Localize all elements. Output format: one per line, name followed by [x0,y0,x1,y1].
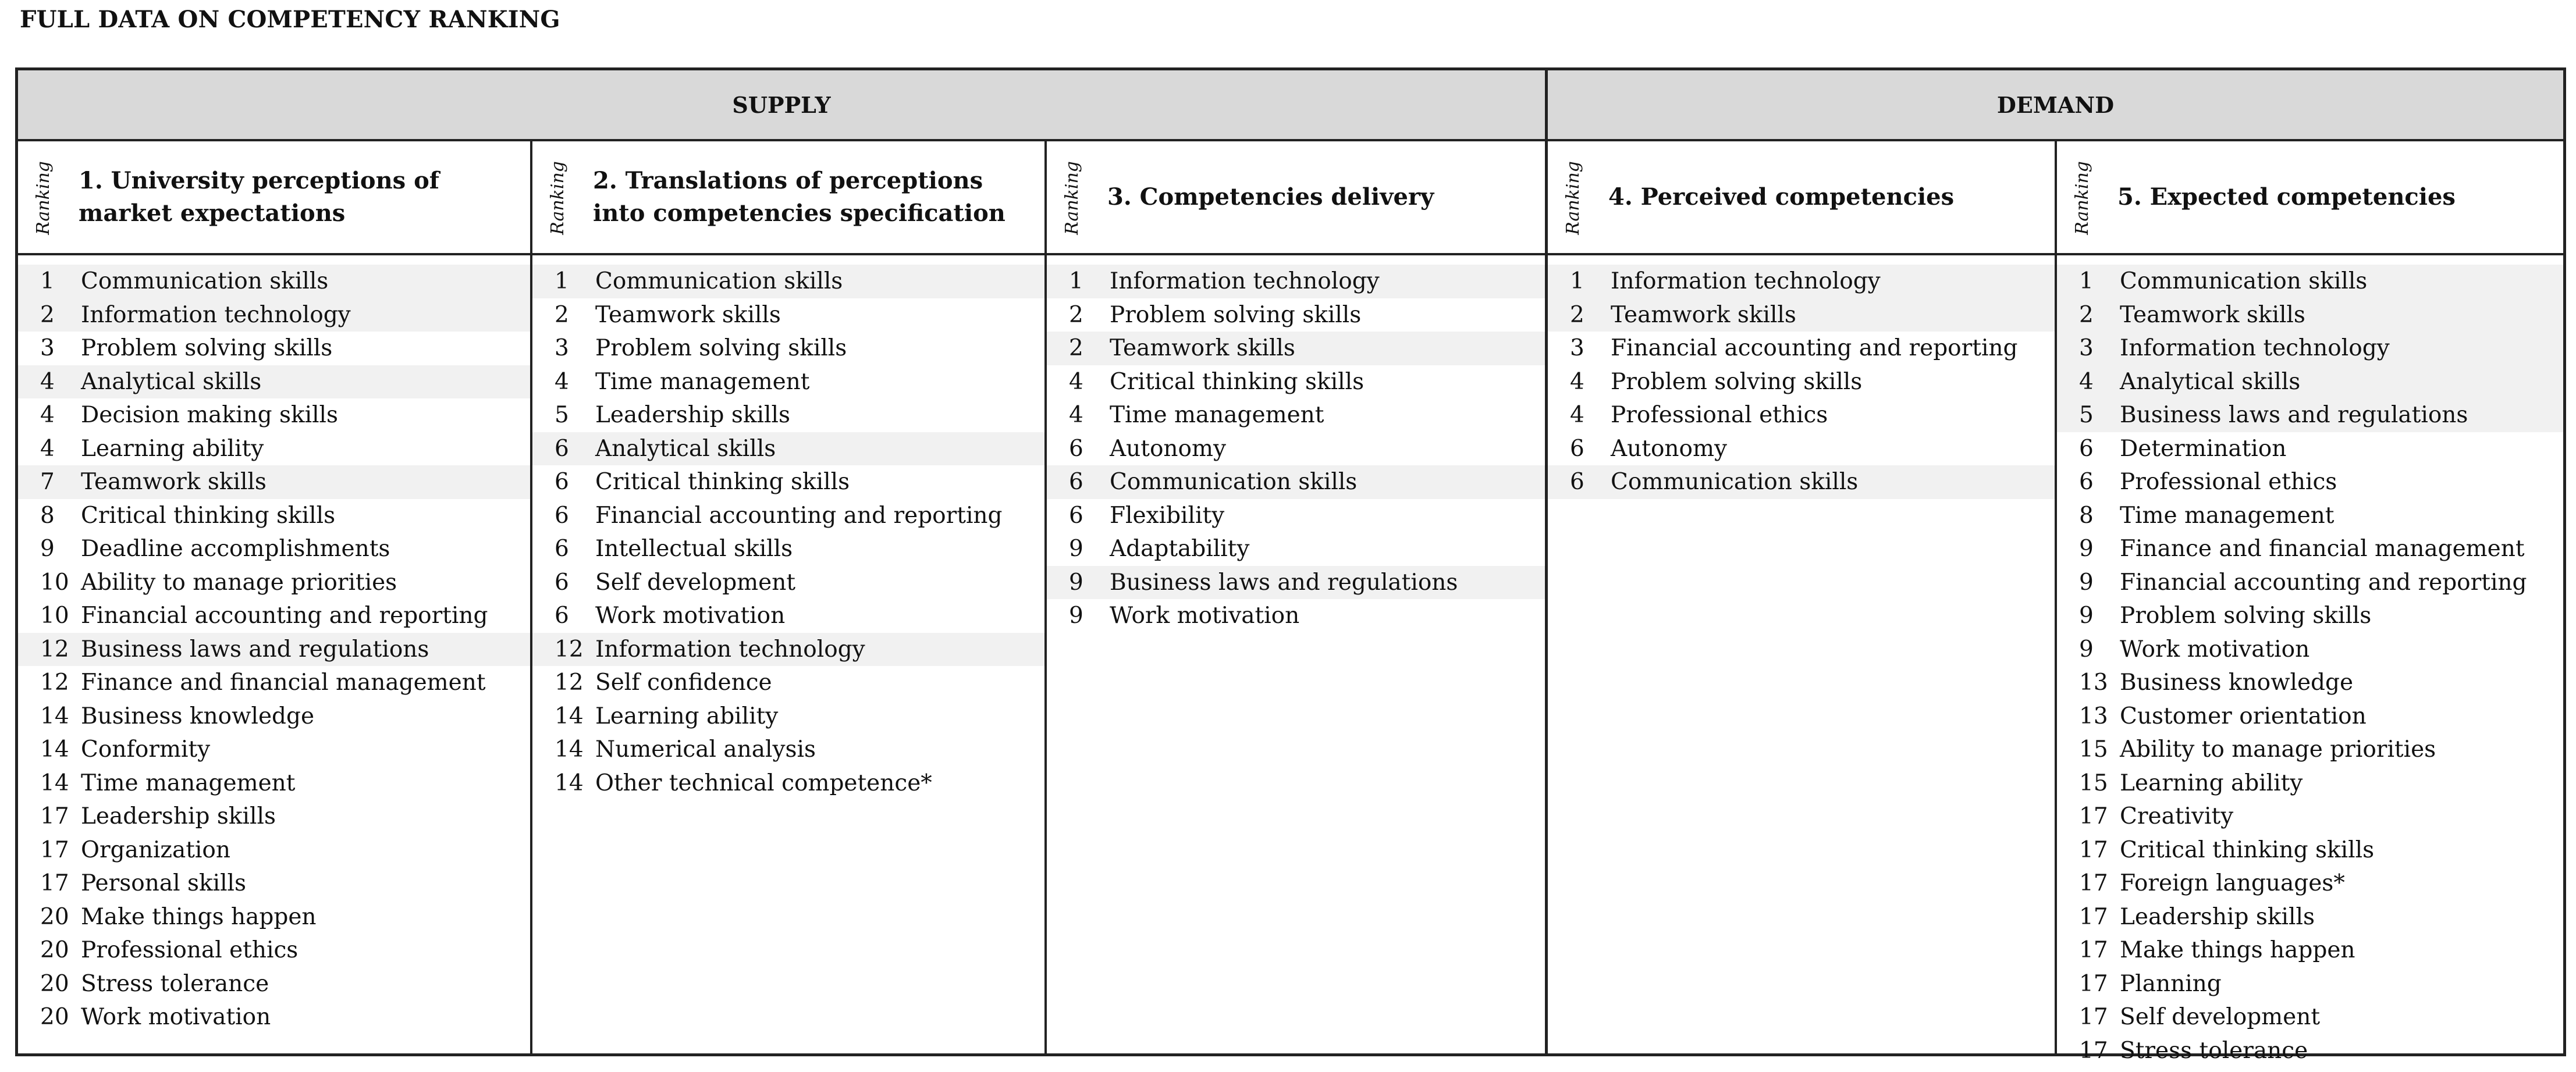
rank-value: 6 [555,502,569,529]
rank-value: 9 [1069,569,1083,596]
rank-value: 3 [1570,335,1584,361]
competency-name: Adaptability [1110,536,1250,562]
competency-name: Teamwork skills [1110,335,1295,361]
competency-name: Information technology [81,301,351,328]
rank-value: 1 [555,268,569,294]
competency-name: Problem solving skills [595,335,847,361]
rank-value: 9 [2079,536,2094,562]
rank-value: 10 [40,569,69,596]
column-competencies-delivery [1047,141,1548,1053]
competency-name: Analytical skills [2120,368,2301,395]
rank-value: 4 [1069,368,1083,395]
column-header [1047,141,1545,255]
rank-value: 6 [1570,435,1584,462]
competency-name: Work motivation [2120,636,2310,663]
rank-value: 17 [2079,870,2108,896]
competency-name: Communication skills [1611,469,1859,495]
competency-name: Communication skills [595,268,843,294]
table-row [18,733,530,767]
rank-list [2057,265,2563,1067]
competency-name: Ability to manage priorities [2120,736,2436,763]
table-row [1548,432,2055,466]
table-row [2057,800,2563,834]
table-row [2057,298,2563,332]
competency-name: Communication skills [81,268,329,294]
competency-name: Teamwork skills [2120,301,2305,328]
rank-value: 6 [555,469,569,495]
ranking-label: Ranking [548,161,568,235]
competency-name: Time management [1110,402,1324,428]
competency-name: Creativity [2120,803,2234,829]
table-row [532,298,1044,332]
table-row [1047,566,1545,600]
competency-name: Make things happen [81,903,317,930]
rank-value: 17 [40,803,69,829]
competency-name: Work motivation [1110,603,1300,629]
rank-value: 1 [1570,268,1584,294]
competency-name: Critical thinking skills [595,469,850,495]
table-row [18,967,530,1001]
rank-value: 8 [40,502,55,529]
supply-header: SUPPLY [18,70,1548,141]
rank-value: 12 [40,636,69,663]
table-row [1047,398,1545,432]
column-title: 4. Perceived competencies [1608,183,1955,211]
competency-name: Learning ability [2120,770,2303,796]
rank-value: 4 [40,368,55,395]
rank-value: 2 [1069,335,1083,361]
table-row [18,867,530,900]
competency-name: Self development [595,569,796,596]
competency-name: Ability to manage priorities [81,569,397,596]
column-title: 1. University perceptions of market expectations [79,167,439,227]
table-row [18,398,530,432]
rank-value: 3 [40,335,55,361]
table-row [532,700,1044,733]
competency-name: Time management [595,368,810,395]
rank-value: 3 [2079,335,2094,361]
competency-name: Problem solving skills [2120,603,2372,629]
competency-name: Leadership skills [81,803,276,829]
table-row [2057,1034,2563,1068]
rank-value: 10 [40,603,69,629]
table-row [18,900,530,934]
table-row [1548,398,2055,432]
competency-name: Financial accounting and reporting [81,603,488,629]
table-row [18,432,530,466]
competency-name: Business laws and regulations [2120,402,2468,428]
ranking-label: Ranking [33,161,54,235]
ranking-label: Ranking [1062,161,1082,235]
competency-name: Problem solving skills [81,335,333,361]
table-row [18,633,530,667]
table-row [2057,265,2563,298]
table-row [532,265,1044,298]
rank-value: 9 [2079,569,2094,596]
table-row [18,499,530,533]
table-row [2057,834,2563,867]
rank-value: 17 [40,836,69,863]
competency-name: Stress tolerance [2120,1037,2308,1064]
column-title: 2. Translations of perceptions into competencies specification [593,167,1005,227]
column-translations [532,141,1047,1053]
competency-name: Flexibility [1110,502,1225,529]
rank-value: 6 [2079,435,2094,462]
rank-value: 17 [40,870,69,896]
competency-name: Teamwork skills [1611,301,1796,328]
table-row [2057,1000,2563,1034]
column-header [532,141,1044,255]
rank-value: 2 [1069,301,1083,328]
table-row [18,332,530,365]
table-row [1047,365,1545,399]
competency-name: Problem solving skills [1611,368,1863,395]
competency-name: Foreign languages* [2120,870,2345,896]
table-row [1548,465,2055,499]
table-row [18,599,530,633]
competency-name: Stress tolerance [81,970,269,997]
rank-value: 4 [2079,368,2094,395]
rank-value: 14 [555,770,584,796]
rank-value: 15 [2079,736,2108,763]
table-row [532,532,1044,566]
rank-value: 4 [40,402,55,428]
table-row [2057,633,2563,667]
rank-value: 1 [40,268,55,294]
table-row [1047,265,1545,298]
table-row [1047,599,1545,633]
competency-name: Information technology [2120,335,2390,361]
rank-value: 12 [555,669,584,696]
rank-list [532,265,1044,800]
table-row [532,633,1044,667]
rank-value: 6 [555,603,569,629]
table-row [18,834,530,867]
rank-value: 1 [2079,268,2094,294]
table-row [1548,298,2055,332]
table-row [532,599,1044,633]
competency-name: Professional ethics [2120,469,2337,495]
table-row [18,566,530,600]
rank-value: 14 [40,770,69,796]
rank-value: 20 [40,903,69,930]
competency-ranking-table [15,67,2566,1064]
column-header [2057,141,2563,255]
competency-name: Autonomy [1611,435,1728,462]
competency-name: Teamwork skills [595,301,781,328]
competency-name: Personal skills [81,870,247,896]
competency-name: Financial accounting and reporting [1611,335,2018,361]
competency-name: Self development [2120,1004,2321,1030]
page-title: FULL DATA ON COMPETENCY RANKING [20,6,560,33]
table-row [18,298,530,332]
competency-name: Professional ethics [1611,402,1828,428]
competency-name: Time management [2120,502,2335,529]
column-title: 5. Expected competencies [2117,183,2456,211]
table-row [18,265,530,298]
rank-value: 2 [1570,301,1584,328]
rank-value: 9 [2079,603,2094,629]
table-row [2057,499,2563,533]
rank-value: 9 [2079,636,2094,663]
rank-value: 4 [1069,402,1083,428]
rank-value: 14 [40,736,69,763]
table-row [2057,365,2563,399]
table-row [18,1000,530,1034]
column-expected-competencies [2057,141,2563,1064]
competency-name: Other technical competence* [595,770,932,796]
competency-name: Teamwork skills [81,469,267,495]
table-row [1047,499,1545,533]
competency-name: Decision making skills [81,402,339,428]
competency-name: Conformity [81,736,211,763]
competency-name: Analytical skills [81,368,262,395]
competency-name: Learning ability [81,435,264,462]
rank-value: 6 [1069,469,1083,495]
rank-value: 4 [1570,368,1584,395]
table-row [2057,967,2563,1001]
table-row [2057,332,2563,365]
rank-value: 2 [2079,301,2094,328]
rank-value: 17 [2079,937,2108,963]
rank-value: 14 [555,736,584,763]
table-row [532,566,1044,600]
table-row [18,700,530,733]
table-row [532,666,1044,700]
competency-name: Financial accounting and reporting [2120,569,2527,596]
competency-name: Organization [81,836,230,863]
rank-value: 4 [40,435,55,462]
rank-list [1047,265,1545,633]
table-row [2057,733,2563,767]
rank-value: 2 [555,301,569,328]
table-row [18,532,530,566]
competency-name: Critical thinking skills [2120,836,2375,863]
rank-value: 12 [555,636,584,663]
table-row [532,767,1044,800]
competency-name: Make things happen [2120,937,2355,963]
competency-name: Deadline accomplishments [81,536,390,562]
rank-value: 15 [2079,770,2108,796]
table-row [1047,432,1545,466]
table-row [18,934,530,967]
rank-list [1548,265,2055,499]
rank-value: 17 [2079,836,2108,863]
competency-name: Finance and financial management [2120,536,2525,562]
table-row [532,398,1044,432]
ranking-label: Ranking [1563,161,1583,235]
table-row [532,365,1044,399]
competency-name: Professional ethics [81,937,299,963]
competency-name: Planning [2120,970,2222,997]
rank-value: 3 [555,335,569,361]
rank-value: 6 [1069,435,1083,462]
table-row [18,800,530,834]
rank-value: 5 [2079,402,2094,428]
table-row [2057,566,2563,600]
rank-value: 17 [2079,803,2108,829]
table-row [532,733,1044,767]
rank-value: 13 [2079,703,2108,729]
rank-value: 13 [2079,669,2108,696]
table-row [532,332,1044,365]
table-row [2057,700,2563,733]
table-row [2057,599,2563,633]
column-university-perceptions [18,141,532,1053]
column-header [18,141,530,255]
table-row [2057,666,2563,700]
table-row [2057,767,2563,800]
rank-value: 20 [40,970,69,997]
table-row [1548,332,2055,365]
table-row [532,465,1044,499]
competency-name: Analytical skills [595,435,776,462]
table-row [532,432,1044,466]
competency-name: Critical thinking skills [81,502,336,529]
table-row [18,767,530,800]
table-row [1047,465,1545,499]
table-row [1047,298,1545,332]
demand-header: DEMAND [1548,70,2563,141]
table-row [1548,365,2055,399]
rank-value: 6 [1069,502,1083,529]
table-row [1047,332,1545,365]
rank-value: 14 [40,703,69,729]
table-row [532,499,1044,533]
column-header [1548,141,2055,255]
rank-value: 5 [555,402,569,428]
rank-value: 17 [2079,970,2108,997]
competency-name: Autonomy [1110,435,1227,462]
table-row [2057,867,2563,900]
table-row [1047,532,1545,566]
competency-name: Work motivation [81,1004,271,1030]
rank-value: 4 [1570,402,1584,428]
rank-value: 6 [2079,469,2094,495]
competency-name: Customer orientation [2120,703,2367,729]
column-title: 3. Competencies delivery [1107,183,1434,211]
rank-value: 20 [40,937,69,963]
table-row [2057,532,2563,566]
competency-name: Self confidence [595,669,772,696]
ranking-label: Ranking [2072,161,2092,235]
competency-name: Information technology [1611,268,1881,294]
competency-name: Business laws and regulations [81,636,429,663]
rank-value: 17 [2079,903,2108,930]
rank-value: 6 [555,536,569,562]
table-row [18,465,530,499]
rank-value: 14 [555,703,584,729]
rank-value: 17 [2079,1004,2108,1030]
rank-value: 9 [40,536,55,562]
rank-value: 12 [40,669,69,696]
rank-value: 20 [40,1004,69,1030]
rank-value: 6 [555,435,569,462]
table-row [2057,934,2563,967]
competency-name: Business knowledge [81,703,315,729]
competency-name: Financial accounting and reporting [595,502,1003,529]
column-perceived-competencies [1548,141,2057,1053]
competency-name: Determination [2120,435,2287,462]
competency-name: Business laws and regulations [1110,569,1458,596]
rank-value: 6 [1570,469,1584,495]
competency-name: Critical thinking skills [1110,368,1365,395]
competency-name: Intellectual skills [595,536,793,562]
competency-name: Work motivation [595,603,786,629]
table-row [2057,398,2563,432]
rank-list [18,265,530,1034]
competency-name: Business knowledge [2120,669,2354,696]
competency-name: Information technology [1110,268,1380,294]
competency-name: Time management [81,770,296,796]
table-row [1548,265,2055,298]
rank-value: 2 [40,301,55,328]
competency-name: Leadership skills [595,402,790,428]
competency-name: Problem solving skills [1110,301,1362,328]
competency-name: Communication skills [1110,469,1358,495]
table-row [18,666,530,700]
table-row [2057,900,2563,934]
rank-value: 17 [2079,1037,2108,1064]
competency-name: Information technology [595,636,865,663]
rank-value: 7 [40,469,55,495]
rank-value: 8 [2079,502,2094,529]
rank-value: 9 [1069,603,1083,629]
table-row [18,365,530,399]
competency-name: Finance and financial management [81,669,486,696]
rank-value: 9 [1069,536,1083,562]
competency-name: Numerical analysis [595,736,816,763]
table-row [2057,465,2563,499]
competency-name: Communication skills [2120,268,2368,294]
rank-value: 1 [1069,268,1083,294]
competency-name: Learning ability [595,703,779,729]
table-row [2057,432,2563,466]
competency-name: Leadership skills [2120,903,2315,930]
rank-value: 4 [555,368,569,395]
rank-value: 6 [555,569,569,596]
